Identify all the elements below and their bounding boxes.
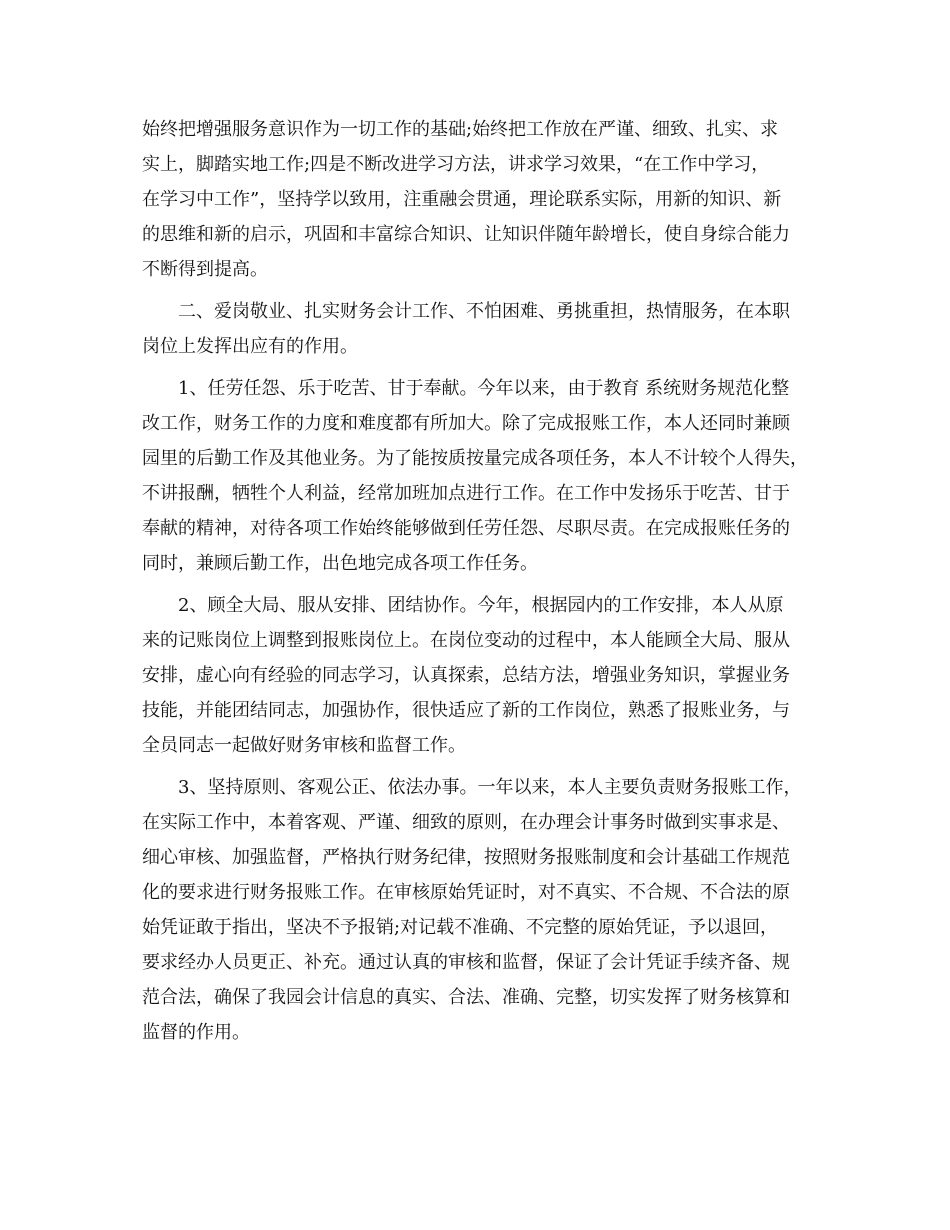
text-line: 安排，虚心向有经验的同志学习，认真探索，总结方法，增强业务知识，掌握业务	[142, 665, 790, 686]
text-line: 的思维和新的启示，巩固和丰富综合知识、让知识伴随年龄增长，使自身综合能力	[142, 224, 790, 245]
text-line: 要求经办人员更正、补充。通过认真的审核和监督，保证了会计凭证手续齐备、规	[142, 952, 790, 973]
text-line: 始终把增强服务意识作为一切工作的基础;始终把工作放在严谨、细致、扎实、求	[142, 119, 779, 140]
text-line: 技能，并能团结同志，加强协作，很快适应了新的工作岗位，熟悉了报账业务，与	[142, 700, 790, 721]
text-line: 化的要求进行财务报账工作。在审核原始凭证时，对不真实、不合规、不合法的原	[142, 882, 790, 903]
text-line: 细心审核、加强监督，严格执行财务纪律，按照财务报账制度和会计基础工作规范	[142, 847, 790, 868]
text-line: 岗位上发挥出应有的作用。	[142, 336, 358, 357]
text-line: 实上，脚踏实地工作;四是不断改进学习方法，讲求学习效果，“在工作中学习，	[142, 154, 770, 175]
text-line: 全员同志一起做好财务审核和监督工作。	[142, 735, 466, 756]
text-line: 不断得到提高。	[142, 259, 268, 280]
text-line: 改工作，财务工作的力度和难度都有所加大。除了完成报账工作，本人还同时兼顾	[142, 413, 790, 434]
text-line: 园里的后勤工作及其他业务。为了能按质按量完成各项任务，本人不计较个人得失，	[142, 448, 808, 469]
text-line: 始凭证敢于指出，坚决不予报销;对记载不准确、不完整的原始凭证，予以退回，	[142, 917, 779, 938]
text-line: 范合法，确保了我园会计信息的真实、合法、准确、完整，切实发挥了财务核算和	[142, 987, 790, 1008]
paragraph-first-line: 二、爱岗敬业、扎实财务会计工作、不怕困难、勇挑重担，热情服务，在本职	[178, 301, 790, 322]
text-line: 同时，兼顾后勤工作，出色地完成各项工作任务。	[142, 553, 538, 574]
text-line: 奉献的精神，对待各项工作始终能够做到任劳任怨、尽职尽责。在完成报账任务的	[142, 518, 790, 539]
text-line: 来的记账岗位上调整到报账岗位上。在岗位变动的过程中，本人能顾全大局、服从	[142, 630, 790, 651]
paragraph-first-line: 2、顾全大局、服从安排、团结协作。今年，根据园内的工作安排，本人从原	[178, 595, 784, 616]
text-line: 不讲报酬，牺牲个人利益，经常加班加点进行工作。在工作中发扬乐于吃苦、甘于	[142, 483, 790, 504]
paragraph-first-line: 3、坚持原则、客观公正、依法办事。一年以来，本人主要负责财务报账工作，	[178, 777, 802, 798]
text-line: 在学习中工作”，坚持学以致用，注重融会贯通，理论联系实际，用新的知识、新	[142, 189, 782, 210]
text-line: 在实际工作中，本着客观、严谨、细致的原则，在办理会计事务时做到实事求是、	[142, 812, 790, 833]
text-line: 监督的作用。	[142, 1022, 250, 1043]
paragraph-first-line: 1、任劳任怨、乐于吃苦、甘于奉献。今年以来，由于教育 系统财务规范化整	[178, 378, 790, 399]
